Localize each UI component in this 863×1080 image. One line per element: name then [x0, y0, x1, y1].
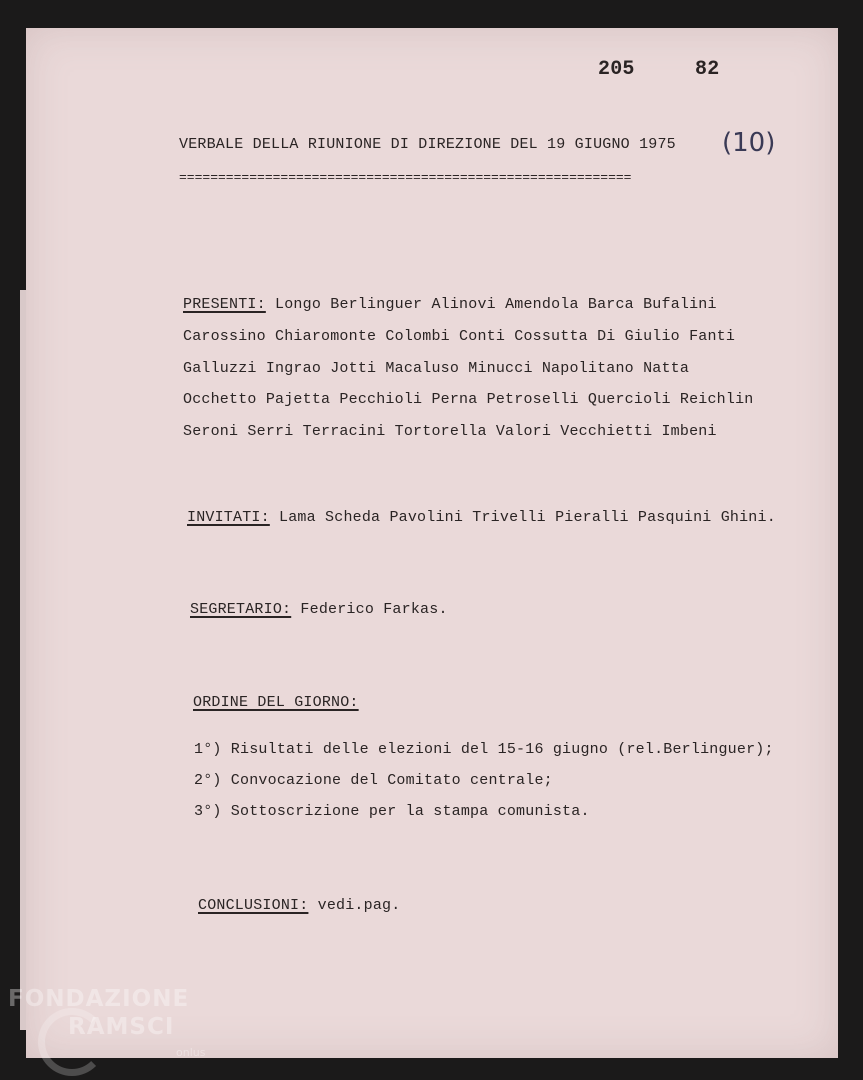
conclusioni-label: CONCLUSIONI:	[198, 897, 309, 914]
conclusioni-line	[198, 897, 400, 914]
archive-number-left: 205	[598, 58, 635, 81]
watermark-line-2: RAMSCI	[68, 1014, 175, 1040]
segretario-name: Federico Farkas.	[300, 601, 448, 618]
conclusioni-text: vedi.pag.	[317, 897, 401, 914]
ordine-item-1: 1°) Risultati delle elezioni del 15-16 giugno (rel.Berlinguer);	[194, 741, 774, 758]
invitati-names: Lama Scheda Pavolini Trivelli Pieralli Pasquini Ghini.	[279, 509, 776, 526]
presenti-line-4: Occhetto Pajetta Pecchioli Perna Petroselli Quercioli Reichlin	[183, 391, 754, 408]
segretario-label: SEGRETARIO:	[190, 601, 292, 618]
presenti-line-2: Carossino Chiaromonte Colombi Conti Cossutta Di Giulio Fanti	[183, 328, 736, 345]
fondazione-gramsci-watermark	[8, 986, 218, 1076]
presenti-names-1: Longo Berlinguer Alinovi Amendola Barca Bufalini	[275, 296, 717, 313]
watermark-line-3: onlus	[176, 1046, 206, 1059]
archive-number-right: 82	[695, 58, 720, 81]
handwritten-note: (10)	[722, 128, 776, 158]
ordine-label: ORDINE DEL GIORNO:	[193, 694, 359, 711]
ordine-item-3: 3°) Sottoscrizione per la stampa comunista.	[194, 803, 590, 820]
presenti-line-1	[183, 296, 717, 313]
segretario-line	[190, 601, 448, 618]
watermark-line-1: FONDAZIONE	[8, 986, 190, 1012]
invitati-line	[187, 509, 776, 526]
invitati-label: INVITATI:	[187, 509, 270, 526]
presenti-label: PRESENTI:	[183, 296, 266, 313]
document-title: VERBALE DELLA RIUNIONE DI DIREZIONE DEL 19 GIUGNO 1975	[179, 136, 676, 153]
presenti-line-3: Galluzzi Ingrao Jotti Macaluso Minucci Napolitano Natta	[183, 360, 690, 377]
presenti-line-5: Seroni Serri Terracini Tortorella Valori Vecchietti Imbeni	[183, 423, 717, 440]
ordine-item-2: 2°) Convocazione del Comitato centrale;	[194, 772, 553, 789]
title-rule: ==========================================================	[179, 170, 632, 185]
